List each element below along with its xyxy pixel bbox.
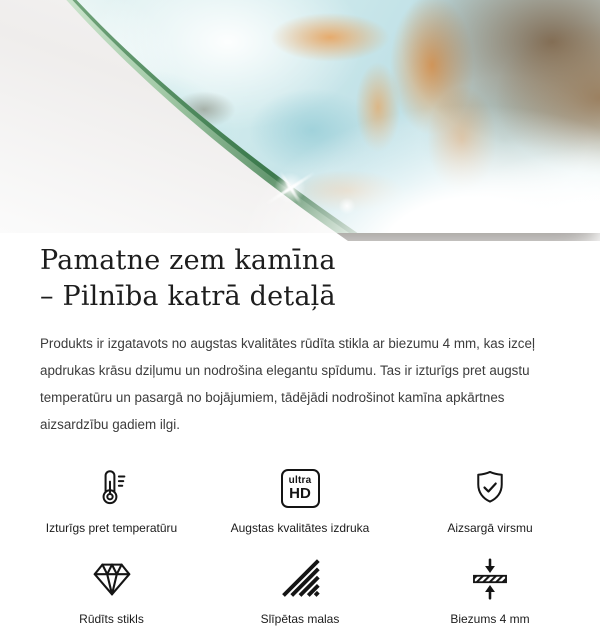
feature-item-temperature [18,464,205,535]
hero-section [0,0,600,233]
diamond-icon [89,555,135,603]
ultra-hd-text-top: ultra [288,474,312,486]
ultra-hd-text-bottom: HD [289,484,311,502]
feature-label: Biezums 4 mm [450,612,530,626]
shield-check-icon [468,464,512,512]
page-title [40,243,560,315]
feature-item-print-quality [205,464,395,535]
thermometer-icon [90,464,134,512]
beveled-edges-icon [278,555,322,603]
thickness-icon [468,555,512,603]
feature-item-thickness [395,555,585,626]
feature-label: Slīpētas malas [260,612,340,626]
feature-label: Augstas kvalitātes izdruka [230,521,370,535]
feature-label: Izturīgs pret temperatūru [45,521,178,535]
feature-item-protection [395,464,585,535]
features-grid [0,464,600,626]
feature-label: Aizsargā virsmu [447,521,533,535]
title-line-2: – Pilnība katrā detaļā [40,281,336,312]
feature-item-polished-edges [205,555,395,626]
ultra-hd-icon [281,464,320,512]
feature-item-tempered-glass [18,555,205,626]
product-description: Produkts ir izgatavots no augstas kvalitātes rūdīta stikla ar biezumu 4 mm, kas izceļ apdrukas krāsu dziļumu un nodrošina elegantu spīdumu. Tas ir izturīgs pret augstu temperatūru un pasargā no bojājumiem, tādējādi nodrošinot kamīna apkārtnes aizsardzību gadiem ilgi. [40,336,535,432]
title-line-1: Pamatne zem kamīna [40,245,336,276]
feature-label: Rūdīts stikls [79,612,144,626]
